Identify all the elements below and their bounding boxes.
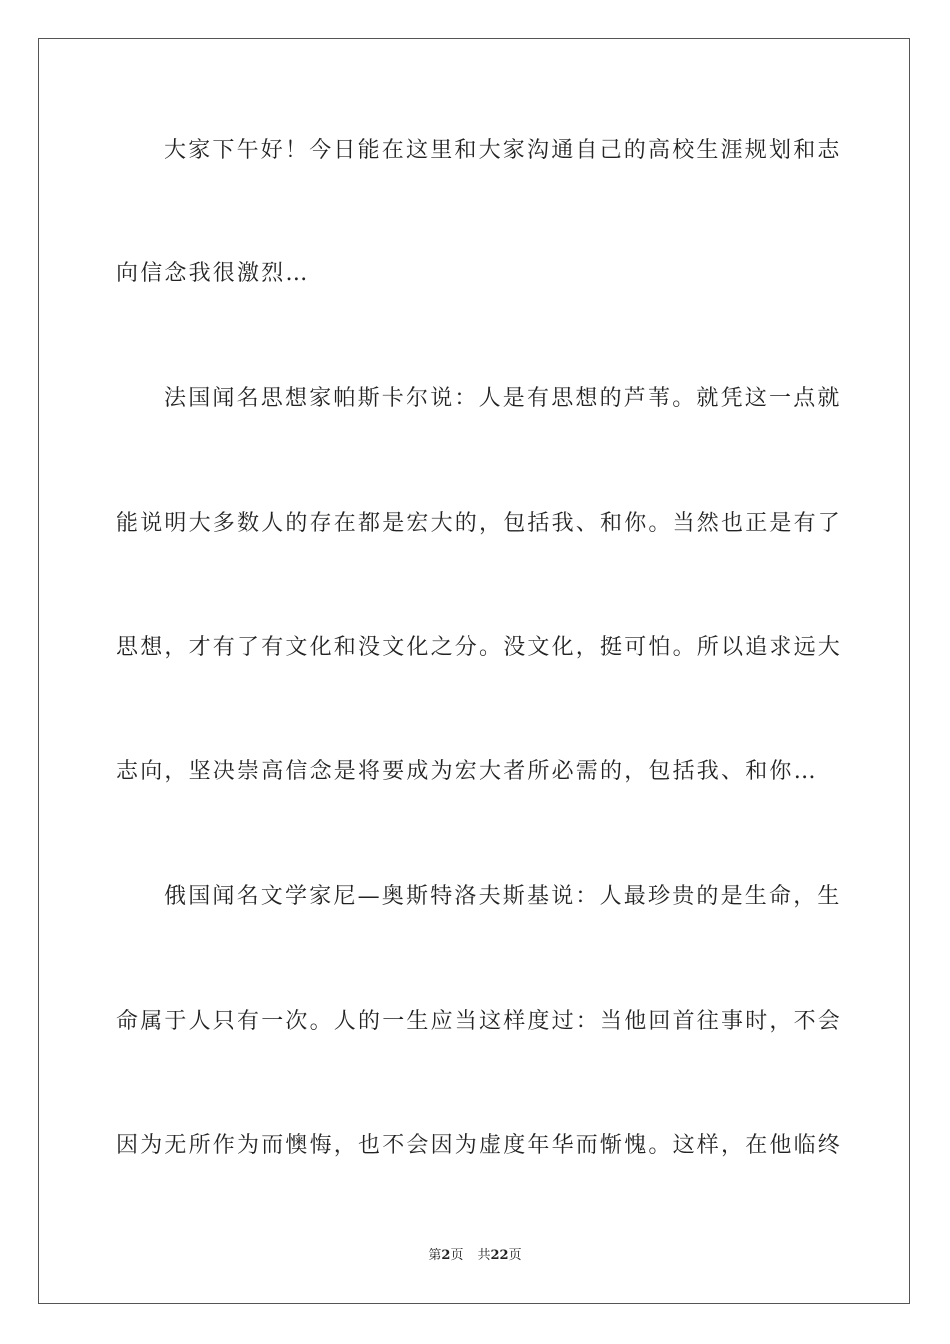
page-suffix: 页 xyxy=(450,1248,464,1263)
page-frame xyxy=(38,38,910,1304)
paragraph-line: 大家下午好！今日能在这里和大家沟通自己的高校生涯规划和志 xyxy=(164,138,842,163)
page-number: 2 xyxy=(441,1248,451,1263)
paragraph-line: 法国闻名思想家帕斯卡尔说：人是有思想的芦苇。就凭这一点就 xyxy=(164,386,842,411)
total-suffix: 页 xyxy=(508,1248,522,1263)
paragraph-line: 向信念我很激烈… xyxy=(116,261,310,286)
page-prefix: 第 xyxy=(428,1248,442,1263)
paragraph-line: 能说明大多数人的存在都是宏大的，包括我、和你。当然也正是有了 xyxy=(116,511,843,536)
paragraph-line: 因为无所作为而懊悔，也不会因为虚度年华而惭愧。这样，在他临终 xyxy=(116,1133,843,1158)
total-pages: 22 xyxy=(490,1248,509,1263)
page-footer xyxy=(0,1247,950,1265)
total-prefix: 共 xyxy=(477,1248,491,1263)
paragraph-line: 志向，坚决崇高信念是将要成为宏大者所必需的，包括我、和你… xyxy=(116,759,818,784)
paragraph-line: 思想，才有了有文化和没文化之分。没文化，挺可怕。所以追求远大 xyxy=(116,635,843,660)
paragraph-line: 俄国闻名文学家尼—奥斯特洛夫斯基说：人最珍贵的是生命，生 xyxy=(164,884,842,909)
paragraph-line: 命属于人只有一次。人的一生应当这样度过：当他回首往事时，不会 xyxy=(116,1009,843,1034)
